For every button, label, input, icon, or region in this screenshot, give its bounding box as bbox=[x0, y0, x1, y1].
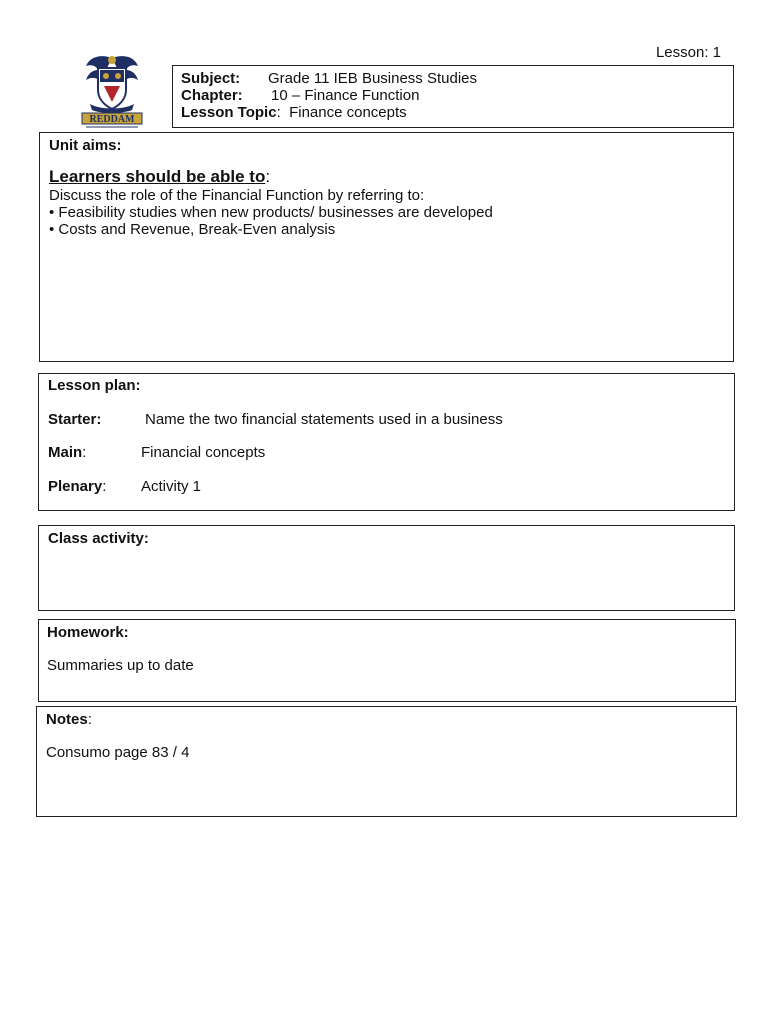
subject-label: Subject: bbox=[181, 70, 241, 87]
homework-value: Summaries up to date bbox=[47, 657, 194, 674]
svg-text:REDDAM: REDDAM bbox=[89, 114, 135, 125]
main-label: Main bbox=[48, 444, 83, 461]
lesson-plan-title: Lesson plan: bbox=[48, 377, 141, 394]
homework-box bbox=[38, 619, 736, 702]
homework-title: Homework: bbox=[47, 624, 129, 641]
school-crest-logo bbox=[80, 52, 144, 130]
unit-aims-title: Unit aims: bbox=[49, 137, 122, 154]
starter-label: Starter: bbox=[48, 411, 102, 428]
unit-aims-heading-line: Learners should be able to: bbox=[49, 167, 271, 186]
chapter-value: 10 – Finance Function bbox=[271, 87, 420, 104]
plenary-label: Plenary bbox=[48, 478, 103, 495]
notes-box bbox=[36, 706, 737, 817]
unit-aims-box bbox=[39, 132, 734, 362]
main-line: Main: bbox=[48, 444, 87, 461]
notes-title: Notes bbox=[46, 711, 88, 728]
topic-value: Finance concepts bbox=[289, 104, 407, 121]
chapter-label: Chapter: bbox=[181, 87, 243, 104]
unit-aims-intro: Discuss the role of the Financial Function by referring to: bbox=[49, 187, 425, 204]
starter-value: Name the two financial statements used in a business bbox=[145, 411, 503, 428]
notes-title-line: Notes: bbox=[46, 711, 92, 728]
unit-aims-heading: Learners should be able to bbox=[49, 167, 266, 186]
class-activity-box bbox=[38, 525, 735, 611]
plenary-value: Activity 1 bbox=[141, 478, 202, 495]
topic-label: Lesson Topic bbox=[181, 104, 277, 121]
unit-aims-bullet: • Costs and Revenue, Break-Even analysis bbox=[49, 221, 336, 238]
subject-value: Grade 11 IEB Business Studies bbox=[268, 70, 478, 87]
topic-line: Lesson Topic: Finance concepts bbox=[181, 104, 407, 121]
notes-value: Consumo page 83 / 4 bbox=[46, 744, 190, 761]
lesson-header-box bbox=[172, 65, 734, 128]
lesson-number: Lesson: 1 bbox=[655, 44, 721, 61]
unit-aims-bullet: • Feasibility studies when new products/ businesses are developed bbox=[49, 204, 493, 221]
main-value: Financial concepts bbox=[141, 444, 266, 461]
plenary-line: Plenary: bbox=[48, 478, 107, 495]
class-activity-title: Class activity: bbox=[48, 530, 149, 547]
lesson-plan-box bbox=[38, 373, 735, 511]
